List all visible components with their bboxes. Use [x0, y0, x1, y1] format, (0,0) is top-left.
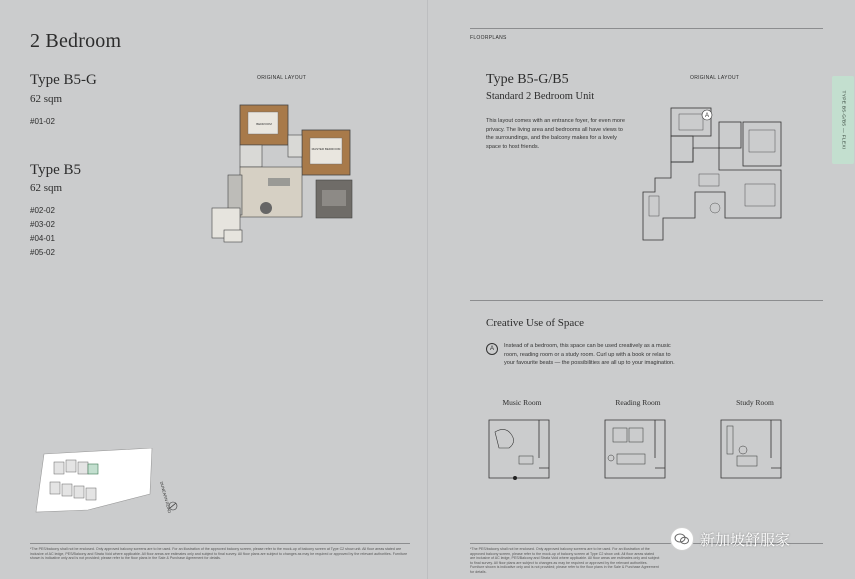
- left-footnote: *The PES/balcony shall not be enclosed. Only approved balcony screens are to be used. For an illustration of the approved balcony screen, please refer to the mock-up of balcony screen at Type C2 show unit. All floor areas stated are inclusive of AC ledge, PES/Balcony and Strata Void where applicable. All floor areas are estimates only and subject to final survey. All floor plans are subject to changes as may be required or approved by the relevant authorities. Furniture shown is indicative only and is not provided; please refer to the floor plans in the Sale & Purchase Agreement for details.: [30, 547, 408, 561]
- watermark-text: 新加坡舒服家: [700, 530, 791, 549]
- unit-subtitle: Standard 2 Bedroom Unit: [486, 91, 595, 102]
- room-label: MASTER BEDROOM: [311, 147, 341, 151]
- wechat-logo-icon: [670, 527, 694, 551]
- colored-floorplan: [210, 100, 360, 245]
- creative-title: Creative Use of Space: [486, 317, 585, 329]
- unit-title: Type B5-G/B5: [486, 72, 569, 87]
- type-b5g-title: Type B5-G: [30, 72, 97, 88]
- side-tab: [832, 76, 854, 164]
- divider-rule: [470, 300, 823, 301]
- page-heading: 2 Bedroom: [30, 30, 122, 52]
- page-gutter: [427, 0, 428, 579]
- creative-body: Instead of a bedroom, this space can be used creatively as a music room, reading room or a study room. Curl up with a book or relax to your favourite beats — the possibilities are all up to your imagination.: [504, 343, 675, 367]
- original-layout-label: ORIGINAL LAYOUT: [257, 75, 307, 81]
- type-b5-unit: #05-02: [30, 248, 55, 257]
- badge-letter: A: [704, 113, 710, 120]
- type-b5g-area: 62 sqm: [30, 93, 63, 105]
- type-b5-title: Type B5: [30, 162, 82, 178]
- footer-rule: [30, 543, 410, 544]
- side-tab-label: TYPE B5-G/B5 — FLEXI: [840, 90, 846, 150]
- room-label-study: Study Room: [736, 398, 774, 407]
- right-footnote: *The PES/balcony shall not be enclosed. Only approved balcony screens are to be used. For an illustration of the approved balcony screen, please refer to the mock-up of balcony screen at Type C2 show unit. All floor areas stated are inclusive of AC ledge, PES/Balcony and Strata Void where applicable. All floor areas are estimates only and subject to final survey. All floor plans are subject to changes as may be required or approved by the relevant authorities. Furniture shown is indicative only and is not provided; please refer to the floor plans in the Sale & Purchase Agreement for details.: [470, 547, 660, 574]
- type-b5-unit: #04-01: [30, 234, 55, 243]
- section-label: FLOORPLANS: [470, 35, 507, 41]
- header-rule: [470, 28, 823, 29]
- road-label: DUNEARN ROAD: [159, 480, 173, 514]
- badge-a: A: [486, 343, 498, 355]
- reading-room-plan: [603, 418, 675, 486]
- unit-description: This layout comes with an entrance foyer, for even more privacy. The living area and bedrooms all have views to the surroundings, and the balcony makes for a lovely space to host friends.: [486, 118, 625, 151]
- type-b5-unit: #03-02: [30, 220, 55, 229]
- room-label-reading: Reading Room: [615, 398, 661, 407]
- site-plan: [30, 448, 180, 516]
- music-room-plan: [487, 418, 559, 486]
- type-b5-unit: #02-02: [30, 206, 55, 215]
- type-b5g-unit: #01-02: [30, 117, 55, 126]
- room-label-music: Music Room: [502, 398, 542, 407]
- watermark: [670, 527, 790, 551]
- original-layout-label: ORIGINAL LAYOUT: [690, 75, 740, 81]
- study-room-plan: [719, 418, 791, 486]
- type-b5-area: 62 sqm: [30, 182, 63, 194]
- room-label: BEDROOM: [256, 122, 272, 126]
- line-floorplan: [635, 100, 785, 245]
